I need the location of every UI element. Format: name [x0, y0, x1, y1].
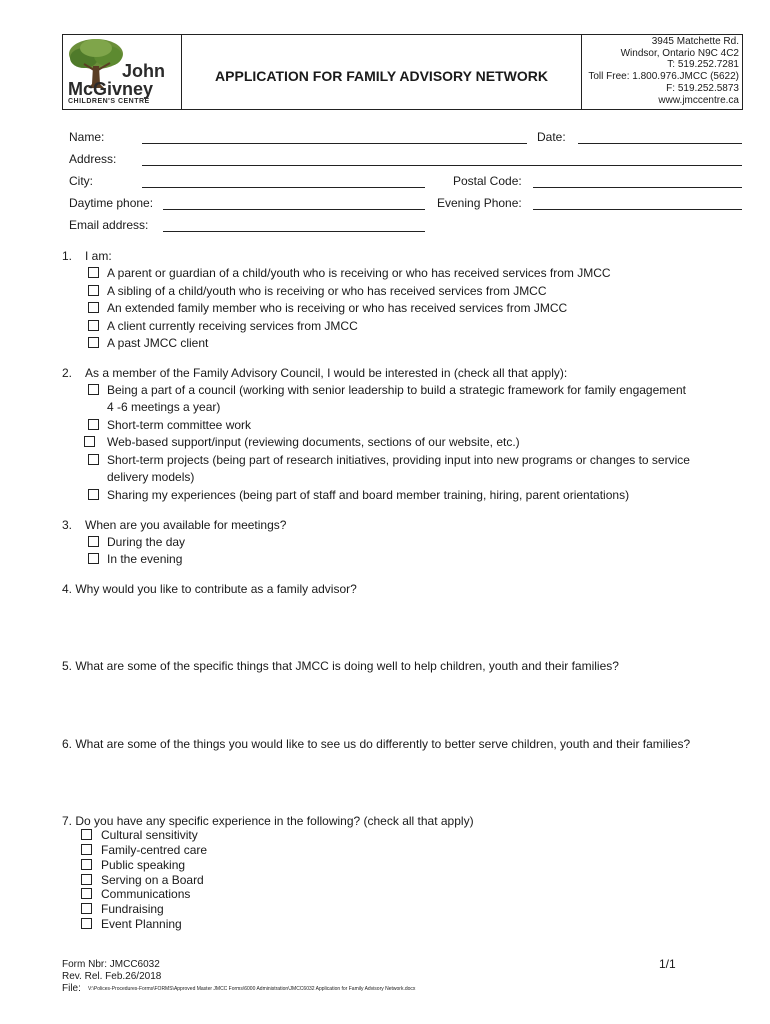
q2-checkbox-committee[interactable]	[88, 419, 99, 430]
address-field[interactable]	[142, 165, 742, 166]
q1-checkbox-past-client[interactable]	[88, 337, 99, 348]
date-label: Date:	[537, 130, 566, 144]
city-label: City:	[69, 174, 93, 188]
q1-option-extended: An extended family member who is receiving or who has received services from JMCC	[107, 301, 568, 315]
q6-answer-area[interactable]	[62, 755, 742, 807]
q2-option-committee: Short-term committee work	[107, 418, 252, 432]
q2-option-projects: Short-term projects (being part of research initiatives, providing input into new programs or changes to service	[107, 453, 690, 467]
q2-number: 2.	[62, 366, 73, 380]
q5-text: 5. What are some of the specific things that JMCC is doing well to help children, youth and their families?	[62, 659, 619, 673]
q7-checkbox-family-centred[interactable]	[81, 844, 92, 855]
q7-option-communications: Communications	[101, 887, 191, 901]
q1-checkbox-parent[interactable]	[88, 267, 99, 278]
q1-option-current-client: A client currently receiving services from JMCC	[107, 319, 358, 333]
logo	[64, 36, 180, 108]
q1-option-parent: A parent or guardian of a child/youth who is receiving or who has received services from JMCC	[107, 266, 611, 280]
q1-number: 1.	[62, 249, 73, 263]
q4-answer-area[interactable]	[62, 600, 742, 652]
city-field[interactable]	[142, 187, 425, 188]
q5-answer-area[interactable]	[62, 677, 742, 729]
q2-option-sharing: Sharing my experiences (being part of staff and board member training, hiring, parent orientations)	[107, 488, 630, 502]
name-field[interactable]	[142, 143, 527, 144]
footer-form-number: Form Nbr: JMCC6032	[62, 959, 160, 970]
q2-checkbox-web[interactable]	[84, 436, 95, 447]
q4-text: 4. Why would you like to contribute as a family advisor?	[62, 582, 357, 596]
contact-street: 3945 Matchette Rd.	[651, 36, 739, 47]
logo-john: John	[122, 61, 165, 81]
email-label: Email address:	[69, 218, 149, 232]
q1-checkbox-sibling[interactable]	[88, 285, 99, 296]
q2-option-projects-cont: delivery models)	[107, 470, 195, 484]
name-label: Name:	[69, 130, 105, 144]
address-label: Address:	[69, 152, 117, 166]
daytime-phone-field[interactable]	[163, 209, 425, 210]
footer-revision: Rev. Rel. Feb.26/2018	[62, 971, 162, 982]
q2-option-council-cont: 4 -6 meetings a year)	[107, 400, 221, 414]
postal-code-field[interactable]	[533, 187, 742, 188]
q2-text: As a member of the Family Advisory Council, I would be interested in (check all that apply):	[85, 366, 568, 380]
postal-code-label: Postal Code:	[453, 174, 522, 188]
form-title: APPLICATION FOR FAMILY ADVISORY NETWORK	[215, 68, 548, 84]
q7-checkbox-communications[interactable]	[81, 888, 92, 899]
q3-checkbox-evening[interactable]	[88, 553, 99, 564]
footer-file-path: V:\Polices-Procedures-Forms\FORMS\Approved Master JMCC Forms\6000 Administration\JMCC6032 Application for Family Advisory Network.docx	[88, 986, 416, 992]
logo-childrens-centre: CHILDREN'S CENTRE	[68, 98, 150, 105]
q7-text: 7. Do you have any specific experience in the following? (check all that apply)	[62, 814, 474, 828]
q2-option-council: Being a part of a council (working with senior leadership to build a strategic framework for family engagement	[107, 383, 686, 397]
q3-number: 3.	[62, 518, 73, 532]
q2-checkbox-sharing[interactable]	[88, 489, 99, 500]
q7-option-cultural: Cultural sensitivity	[101, 828, 198, 842]
q7-checkbox-cultural[interactable]	[81, 829, 92, 840]
q3-checkbox-day[interactable]	[88, 536, 99, 547]
logo-mcgivney: McGivney	[68, 79, 154, 99]
email-field[interactable]	[163, 231, 425, 232]
q7-checkbox-fundraising[interactable]	[81, 903, 92, 914]
contact-website[interactable]: www.jmccentre.ca	[658, 94, 739, 106]
q3-option-day: During the day	[107, 535, 186, 549]
evening-phone-label: Evening Phone:	[437, 196, 522, 210]
q7-option-event-planning: Event Planning	[101, 917, 182, 931]
contact-fax: F: 519.252.5873	[666, 82, 739, 94]
q2-checkbox-projects[interactable]	[88, 454, 99, 465]
q7-option-family-centred: Family-centred care	[101, 843, 208, 857]
q7-checkbox-event-planning[interactable]	[81, 918, 92, 929]
q7-option-public-speaking: Public speaking	[101, 858, 186, 872]
q1-text: I am:	[85, 249, 112, 263]
q1-checkbox-extended[interactable]	[88, 302, 99, 313]
q3-text: When are you available for meetings?	[85, 518, 287, 532]
footer-file-label: File:	[62, 983, 81, 994]
contact-city: Windsor, Ontario N9C 4C2	[620, 47, 739, 59]
q2-checkbox-council[interactable]	[88, 384, 99, 395]
evening-phone-field[interactable]	[533, 209, 742, 210]
q6-text: 6. What are some of the things you would like to see us do differently to better serve children, youth and their families?	[62, 737, 691, 751]
q7-checkbox-board[interactable]	[81, 874, 92, 885]
footer-page-number: 1/1	[659, 957, 676, 971]
q7-option-fundraising: Fundraising	[101, 902, 164, 916]
date-field[interactable]	[578, 143, 742, 144]
q7-option-board: Serving on a Board	[101, 873, 204, 887]
q2-option-web: Web-based support/input (reviewing documents, sections of our website, etc.)	[107, 435, 520, 449]
contact-tollfree: Toll Free: 1.800.976.JMCC (5622)	[588, 71, 739, 83]
q3-option-evening: In the evening	[107, 552, 183, 566]
q7-checkbox-public-speaking[interactable]	[81, 859, 92, 870]
q1-option-past-client: A past JMCC client	[107, 336, 209, 350]
contact-block	[583, 36, 739, 106]
q1-checkbox-current-client[interactable]	[88, 320, 99, 331]
contact-phone: T: 519.252.7281	[667, 59, 739, 71]
q1-option-sibling: A sibling of a child/youth who is receiving or who has received services from JMCC	[107, 284, 547, 298]
daytime-phone-label: Daytime phone:	[69, 196, 154, 210]
